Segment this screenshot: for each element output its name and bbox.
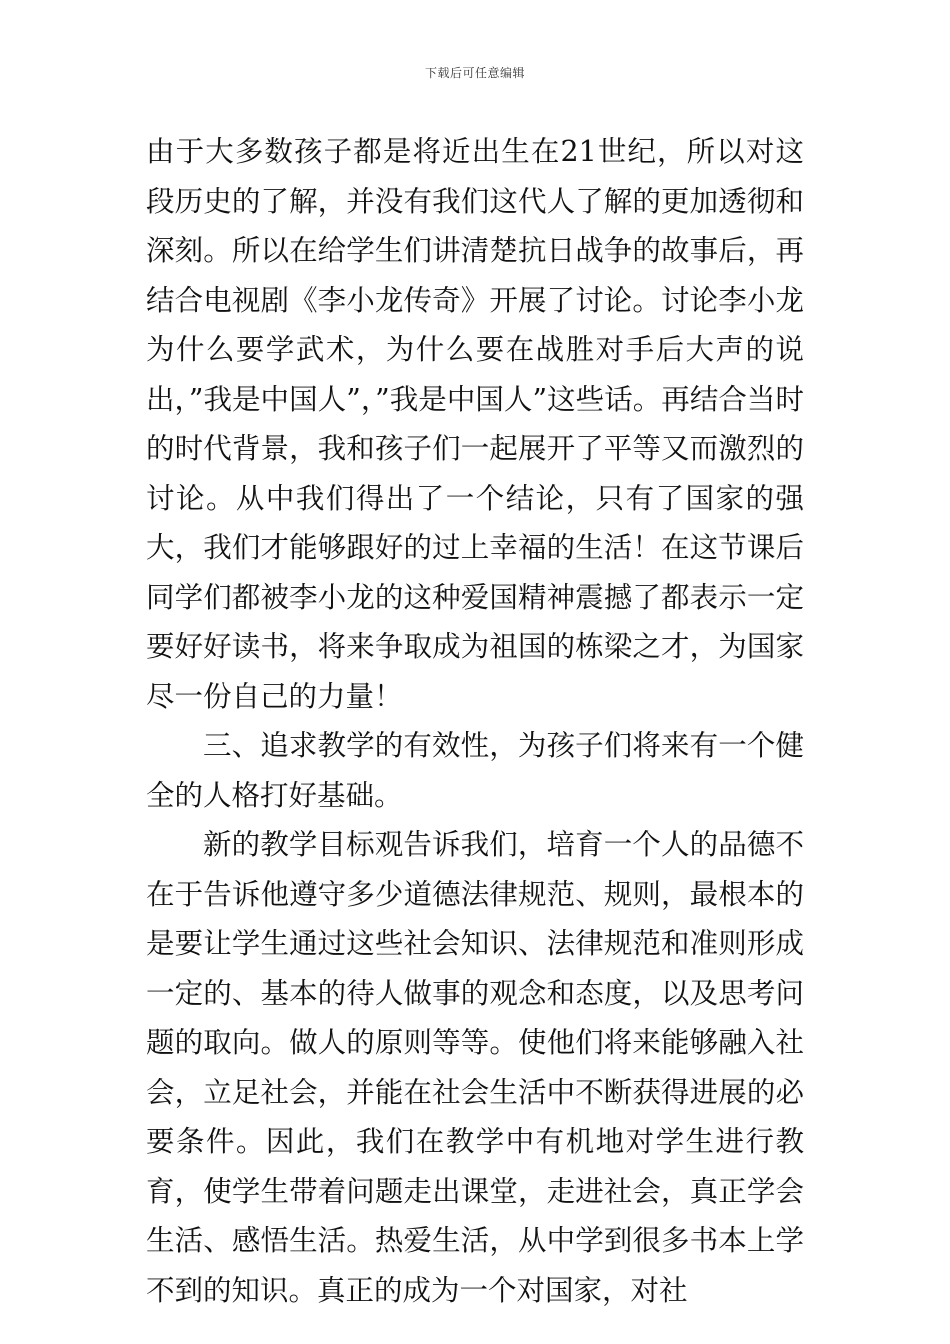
paragraph-2-heading: 三、追求教学的有效性，为孩子们将来有一个健全的人格打好基础。 (146, 729, 804, 812)
header-note: 下载后可任意编辑 (424, 66, 525, 80)
document-body (146, 127, 804, 1315)
paragraph-1: 由于大多数孩子都是将近出生在21世纪，所以对这段历史的了解，并没有我们这代人了解的更加透彻和深刻。所以在给学生们讲清楚抗日战争的故事后，再结合电视剧《李小龙传奇》开展了讨论。讨论李小龙为什么要学武术，为什么要在战胜对手后大声的说出，”我是中国人”，”我是中国人”这些话。再结合当时的时代背景，我和孩子们一起展开了平等又而激烈的讨论。从中我们得出了一个结论，只有了国家的强大，我们才能够跟好的过上幸福的生活！在这节课后同学们都被李小龙的这种爱国精神震撼了都表示一定要好好读书，将来争取成为祖国的栋梁之才，为国家尽一份自己的力量！ (146, 135, 804, 713)
paragraph-3: 新的教学目标观告诉我们，培育一个人的品德不在于告诉他遵守多少道德法律规范、规则，最根本的是要让学生通过这些社会知识、法律规范和准则形成一定的、基本的待人做事的观念和态度，以及思考问题的取向。做人的原则等等。使他们将来能够融入社会，立足社会，并能在社会生活中不断获得进展的必要条件。因此，我们在教学中有机地对学生进行教育，使学生带着问题走出课堂，走进社会，真正学会生活、感悟生活。热爱生活，从中学到很多书本上学不到的知识。真正的成为一个对国家，对社 (146, 828, 804, 1307)
